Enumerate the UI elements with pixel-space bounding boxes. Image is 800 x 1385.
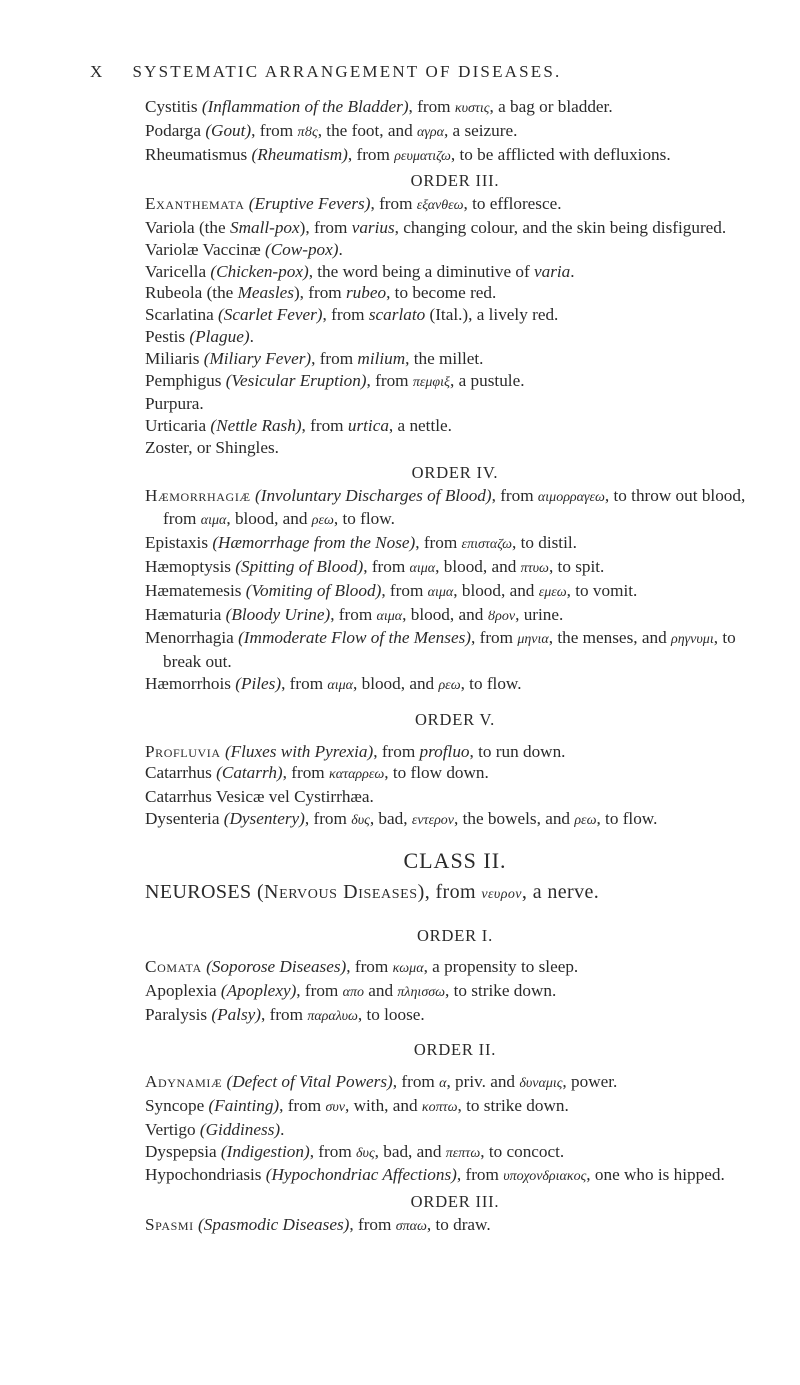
entry-dyspepsia: Dyspepsia (Indigestion), from δυς, bad, and πεπτω, to concoct. <box>145 1141 565 1161</box>
page-body <box>145 96 765 1238</box>
entry-vertigo: Vertigo (Giddiness). <box>145 1119 285 1139</box>
entry-pestis: Pestis (Plague). <box>145 326 254 346</box>
entry-term: Profluvia <box>145 741 221 761</box>
greek-word: ρεω <box>574 812 597 828</box>
entry-varicella: Varicella (Chicken-pox), the word being a diminutive of varia. <box>145 261 575 281</box>
entry-adynamiae: Adynamiæ (Defect of Vital Powers), from α, priv. and δυναμις, power. <box>145 1072 618 1092</box>
latin-word: varius <box>351 217 395 237</box>
entry-purpura <box>145 393 765 415</box>
entry-variola: Variola (the Small-pox), from varius, changing colour, and the skin being disfigured. <box>145 217 727 237</box>
entry-term: Rheumatismus <box>145 144 248 164</box>
entry-translation: (Apoplexy) <box>220 980 297 1000</box>
class-heading: CLASS II. <box>403 847 507 873</box>
entry-haematuria: Hæmaturia (Bloody Urine), from αιμα, blood, and ȣρον, urine. <box>145 604 564 624</box>
entry-rheumatismus: Rheumatismus (Rheumatism), from ρευματιζω, to be afflicted with defluxions. <box>145 144 671 164</box>
entry-cystitis: Cystitis (Inflammation of the Bladder), from κυστις, a bag or bladder. <box>145 97 613 116</box>
entry-term: Syncope <box>145 1096 205 1116</box>
greek-word: αιμα <box>327 677 353 693</box>
entry-catarrhus-vesicae <box>145 786 765 808</box>
entry-term: Variolæ Vaccinæ <box>145 239 261 259</box>
entry-translation: (Hæmorrhage from the Nose) <box>212 533 416 553</box>
entry-translation: (Eruptive Fevers) <box>248 194 371 214</box>
greek-word: αιμα <box>376 608 403 624</box>
order-heading: ORDER IV. <box>411 462 499 482</box>
entry-term: Purpura. <box>145 394 204 414</box>
entry-translation: Small-pox <box>229 217 300 237</box>
order-heading: ORDER I. <box>416 926 494 946</box>
greek-word: α <box>439 1076 447 1092</box>
entry-translation: (Involuntary Discharges of Blood) <box>255 485 492 505</box>
entry-translation: (Soporose Diseases) <box>206 957 347 977</box>
entry-term: Menorrhagia <box>145 628 234 648</box>
entry-menorrhagia: Menorrhagia (Immoderate Flow of the Menses), from μηνια, the menses, and ρηγνυμι, to break out. <box>145 628 736 672</box>
entry-urticaria: Urticaria (Nettle Rash), from urtica, a nettle. <box>145 416 452 436</box>
entry-profluvia: Profluvia (Fluxes with Pyrexia), from profluo, to run down. <box>145 741 566 761</box>
entry-translation: (Giddiness) <box>199 1119 281 1139</box>
entry-term: Pestis <box>145 326 186 346</box>
entry-translation: (Fainting) <box>208 1096 280 1116</box>
entry-translation: (Gout) <box>205 120 252 140</box>
order-heading: ORDER V. <box>414 709 496 729</box>
entry-zoster <box>145 437 765 459</box>
entry-term: Hæmatemesis <box>145 580 242 600</box>
greek-word: ȣρον <box>487 608 516 624</box>
entry-comata: Comata (Soporose Diseases), from κωμα, a propensity to sleep. <box>145 957 579 977</box>
greek-word: μηνια <box>517 632 549 648</box>
entry-miliaris: Miliaris (Miliary Fever), from milium, the millet. <box>145 348 484 368</box>
entry-haemorrhagiae: Hæmorrhagiæ (Involuntary Discharges of Blood), from αιμορραγεω, to throw out blood, from αιμα, blood, and ρεω, to flow. <box>145 485 746 529</box>
entry-scarlatina: Scarlatina (Scarlet Fever), from scarlato (Ital.), a lively red. <box>145 305 559 325</box>
entry-translation: (Vesicular Eruption) <box>225 370 367 390</box>
entry-translation: (Nettle Rash) <box>210 416 302 436</box>
entry-term: Hæmoptysis <box>145 556 231 576</box>
entry-term: Spasmi <box>145 1215 194 1235</box>
entry-translation: (Inflammation of the Bladder) <box>201 97 409 116</box>
page-number: X <box>90 62 105 81</box>
class-translation: Nervous Diseases <box>264 880 418 903</box>
entry-variolae-vaccinae: Variolæ Vaccinæ (Cow-pox). <box>145 239 343 259</box>
greek-word: αιμα <box>409 560 436 576</box>
running-head-title: SYSTEMATIC ARRANGEMENT OF DISEASES. <box>132 62 562 81</box>
greek-word: εντερον <box>411 812 455 828</box>
greek-word: εξανθεω <box>416 198 464 214</box>
entry-translation: (Fluxes with Pyrexia) <box>224 741 374 761</box>
entry-term: Adynamiæ <box>145 1072 223 1092</box>
entry-term: Paralysis <box>145 1004 208 1024</box>
latin-word: milium <box>357 348 406 368</box>
entry-term: Apoplexia <box>145 980 217 1000</box>
entry-term: Catarrhus <box>145 763 212 783</box>
greek-word: πεπτω <box>445 1145 481 1161</box>
entry-term: Hæmorrhagiæ <box>145 485 251 505</box>
entry-translation: Measles <box>237 283 294 303</box>
entry-term: Podarga <box>145 120 202 140</box>
entry-catarrhus: Catarrhus (Catarrh), from καταρρεω, to flow down. <box>145 763 489 783</box>
entry-translation: (Plague) <box>189 326 250 346</box>
entry-term: Catarrhus Vesicæ vel Cystirrhæa. <box>145 787 374 807</box>
entry-spasmi: Spasmi (Spasmodic Diseases), from σπαω, to draw. <box>145 1215 491 1235</box>
greek-word: πεμφιξ <box>412 374 451 390</box>
entry-term: Pemphigus <box>145 370 222 390</box>
entry-epistaxis: Epistaxis (Hæmorrhage from the Nose), from επισταζω, to distil. <box>145 533 577 553</box>
greek-word: δυναμις <box>519 1076 563 1092</box>
entry-term: Vertigo <box>145 1119 196 1139</box>
greek-word: συν <box>325 1100 346 1116</box>
entry-term: Hæmorrhois <box>145 673 231 693</box>
entry-term: Varicella <box>145 261 207 281</box>
greek-word: πȣς <box>297 124 318 140</box>
entry-translation: (Scarlet Fever) <box>218 305 323 325</box>
greek-word: κοπτω <box>421 1100 458 1116</box>
greek-word: δυς <box>356 1145 375 1161</box>
greek-word: κυστις <box>454 101 490 116</box>
greek-word: υποχονδριακος <box>503 1169 587 1185</box>
entry-term: Dysenteria <box>145 808 220 828</box>
entry-exanthemata: Exanthemata (Eruptive Fevers), from εξανθεω, to effloresce. <box>145 194 562 214</box>
entry-haematemesis: Hæmatemesis (Vomiting of Blood), from αιμα, blood, and εμεω, to vomit. <box>145 580 638 600</box>
entry-translation: (Miliary Fever) <box>203 348 312 368</box>
entry-translation: (Catarrh) <box>216 763 283 783</box>
entry-podarga: Podarga (Gout), from πȣς, the foot, and αγρα, a seizure. <box>145 120 518 140</box>
entry-translation: (Defect of Vital Powers) <box>226 1072 393 1092</box>
entry-term: Variola <box>145 217 195 237</box>
entry-translation: (Rheumatism) <box>251 144 348 164</box>
greek-word: ρευματιζω <box>394 148 451 164</box>
entry-translation: (Cow-pox) <box>264 239 339 259</box>
greek-word: αιμα <box>200 513 227 529</box>
entry-term: Scarlatina <box>145 305 214 325</box>
greek-word: παραλυω <box>307 1008 358 1024</box>
entry-term: Miliaris <box>145 348 200 368</box>
entry-translation: (Dysentery) <box>223 808 305 828</box>
greek-word: εμεω <box>538 584 567 600</box>
order-heading: ORDER III. <box>410 1192 500 1212</box>
latin-word: urtica <box>347 416 389 436</box>
entry-translation: (Spitting of Blood) <box>235 556 364 576</box>
entry-dysenteria: Dysenteria (Dysentery), from δυς, bad, εντερον, the bowels, and ρεω, to flow. <box>145 808 658 828</box>
latin-word: profluo <box>419 741 470 761</box>
entry-rubeola: Rubeola (the Measles), from rubeo, to become red. <box>145 283 497 303</box>
greek-word: αιμορραγεω <box>537 489 605 505</box>
greek-word: επισταζω <box>461 537 512 553</box>
entry-term: Exanthemata <box>145 194 245 214</box>
entry-translation: (Spasmodic Diseases) <box>198 1215 350 1235</box>
greek-word: πτυω <box>520 560 549 576</box>
entry-translation: (Indigestion) <box>220 1141 310 1161</box>
greek-word: δυς <box>351 812 370 828</box>
entry-hypochondriasis: Hypochondriasis (Hypochondriac Affections), from υποχονδριακος, one who is hipped. <box>145 1165 725 1185</box>
entry-syncope: Syncope (Fainting), from συν, with, and κοπτω, to strike down. <box>145 1096 569 1116</box>
entry-term: Rubeola <box>145 283 203 303</box>
entry-term: Comata <box>145 957 202 977</box>
entry-haemorrhois: Hæmorrhois (Piles), from αιμα, blood, and ρεω, to flow. <box>145 673 522 693</box>
entry-translation: (Hypochondriac Affections) <box>265 1165 457 1185</box>
greek-word: καταρρεω <box>328 767 385 783</box>
greek-word: ρεω <box>311 513 334 529</box>
entry-translation: (Vomiting of Blood) <box>245 580 382 600</box>
entry-translation: (Immoderate Flow of the Menses) <box>238 628 472 648</box>
greek-word: αγρα <box>417 124 444 140</box>
order-heading: ORDER III. <box>410 171 500 191</box>
entry-apoplexia: Apoplexia (Apoplexy), from απο and πληισσω, to strike down. <box>145 980 557 1000</box>
entry-translation: (Piles) <box>235 673 282 693</box>
order-heading: ORDER II. <box>413 1040 497 1060</box>
entry-translation: (Bloody Urine) <box>225 604 331 624</box>
greek-word: ρηγνυμι <box>670 632 714 648</box>
entry-term: Hæmaturia <box>145 604 222 624</box>
running-head <box>90 62 790 82</box>
greek-word: απο <box>342 984 364 1000</box>
latin-word: scarlato <box>368 305 426 325</box>
entry-term: Cystitis <box>145 97 198 116</box>
greek-word: πληισσω <box>397 984 446 1000</box>
greek-word: κωμα <box>392 961 424 977</box>
entry-term: Zoster, or Shingles. <box>145 437 279 457</box>
greek-word: αιμα <box>427 584 454 600</box>
entry-term: Hypochondriasis <box>145 1165 262 1185</box>
latin-word: varia <box>534 261 571 281</box>
entry-term: Urticaria <box>145 416 207 436</box>
entry-pemphigus: Pemphigus (Vesicular Eruption), from πεμφιξ, a pustule. <box>145 370 525 390</box>
latin-word: rubeo <box>345 283 387 303</box>
class-title: NEUROSES (Nervous Diseases), from νευρον, a nerve. <box>145 880 600 903</box>
greek-word: νευρον <box>481 886 522 902</box>
greek-word: σπαω <box>395 1219 427 1235</box>
entry-translation: (Chicken-pox) <box>210 261 309 281</box>
entry-term: Epistaxis <box>145 533 209 553</box>
entry-translation: (Palsy) <box>211 1004 261 1024</box>
class-term: NEUROSES <box>145 880 252 903</box>
entry-term: Dyspepsia <box>145 1141 217 1161</box>
entry-paralysis: Paralysis (Palsy), from παραλυω, to loose. <box>145 1004 425 1024</box>
greek-word: ρεω <box>438 677 461 693</box>
entry-haemoptysis: Hæmoptysis (Spitting of Blood), from αιμα, blood, and πτυω, to spit. <box>145 556 605 576</box>
